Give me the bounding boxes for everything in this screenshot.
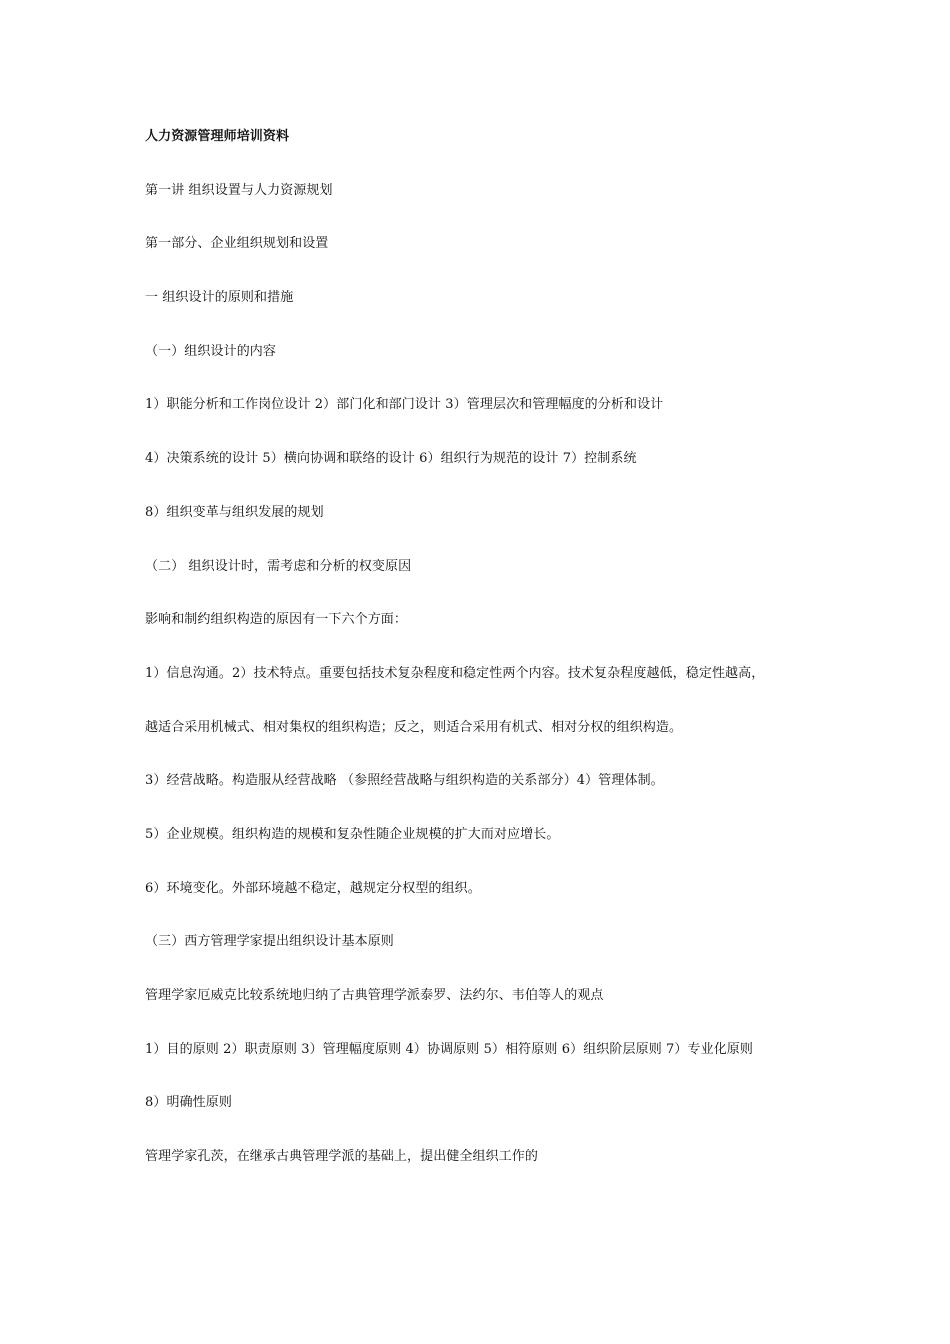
paragraph-line: 1）信息沟通。2）技术特点。重要包括技术复杂程度和稳定性两个内容。技术复杂程度越低，稳定性越高， — [145, 665, 765, 681]
paragraph-line: 8）组织变革与组织发展的规划 — [145, 504, 324, 520]
document-body — [145, 127, 825, 1201]
paragraph-line: 5）企业规模。组织构造的规模和复杂性随企业规模的扩大而对应增长。 — [145, 826, 560, 842]
part-heading: 第一部分、企业组织规划和设置 — [145, 236, 329, 252]
section-heading: 一 组织设计的原则和措施 — [145, 290, 294, 306]
paragraph-line: 1）职能分析和工作岗位设计 2）部门化和部门设计 3）管理层次和管理幅度的分析和设计 — [145, 397, 664, 413]
paragraph-line: 4）决策系统的设计 5）横向协调和联络的设计 6）组织行为规范的设计 7）控制系统 — [145, 451, 637, 467]
paragraph-line: 管理学家孔茨，在继承古典管理学派的基础上，提出健全组织工作的 — [145, 1149, 539, 1165]
subsection-heading: （一）组织设计的内容 — [145, 343, 277, 359]
paragraph-line: 3）经营战略。构造服从经营战略 （参照经营战略与组织构造的关系部分）4）管理体制。 — [145, 773, 664, 789]
paragraph-line: 越适合采用机械式、相对集权的组织构造；反之，则适合采用有机式、相对分权的组织构造。 — [145, 719, 683, 735]
paragraph-line: 影响和制约组织构造的原因有一下六个方面： — [145, 612, 408, 628]
paragraph-line: 8）明确性原则 — [145, 1095, 232, 1111]
paragraph-line: 管理学家厄威克比较系统地归纳了古典管理学派泰罗、法约尔、韦伯等人的观点 — [145, 988, 604, 1003]
subsection-heading: （二） 组织设计时，需考虑和分析的权变原因 — [145, 558, 412, 574]
paragraph-line: 6）环境变化。外部环境越不稳定，越规定分权型的组织。 — [145, 880, 481, 896]
document-title: 人力资源管理师培训资料 — [145, 129, 290, 144]
lecture-heading: 第一讲 组织设置与人力资源规划 — [145, 182, 333, 198]
subsection-heading: （三）西方管理学家提出组织设计基本原则 — [145, 934, 394, 950]
paragraph-line: 1）目的原则 2）职责原则 3）管理幅度原则 4）协调原则 5）相符原则 6）组织阶层原则 7）专业化原则 — [145, 1041, 753, 1057]
